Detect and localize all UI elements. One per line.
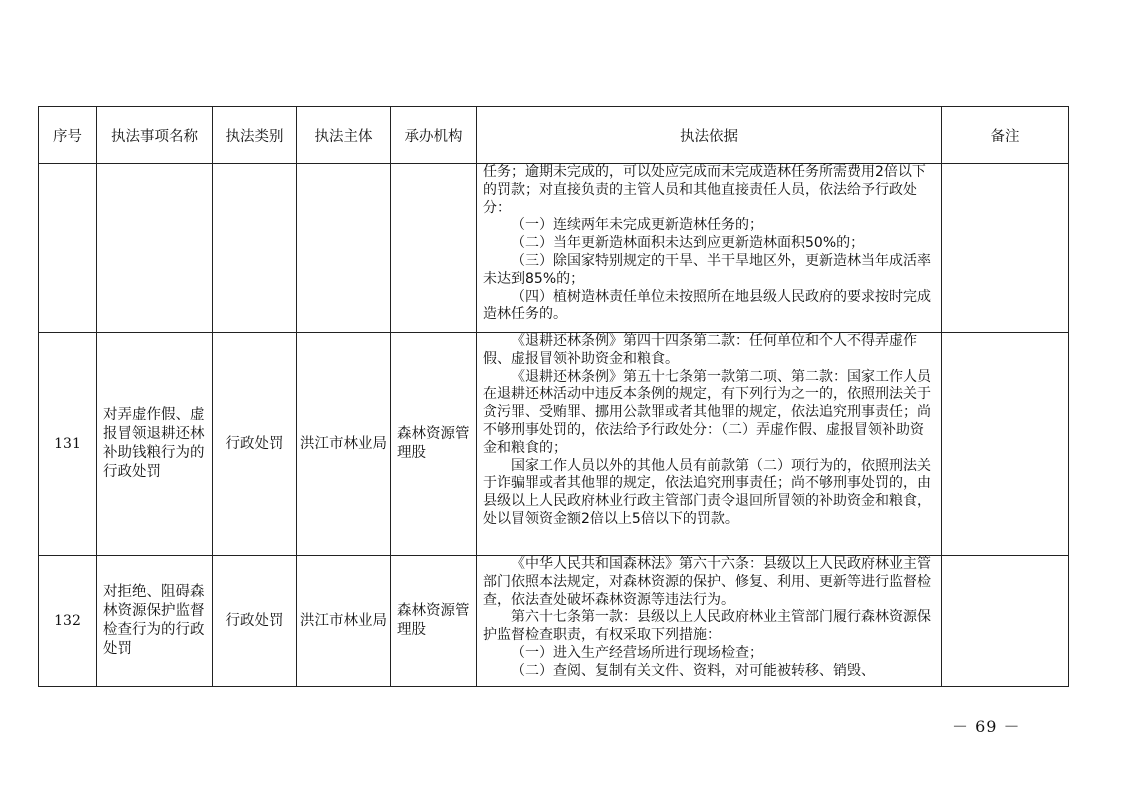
- subject-cell: 洪江市林业局: [297, 556, 391, 687]
- legal-basis-cell: [477, 556, 942, 687]
- basis-paragraph: 国家工作人员以外的其他人员有前款第（二）项行为的，依照刑法关于诈骗罪或者其他罪的规定，依法追究刑事责任；尚不够刑事处罚的，由县级以上人民政府林业行政主管部门责令退回所冒领的补助资金和粮食，处以冒领资金额2倍以上5倍以下的罚款。: [483, 457, 931, 527]
- header-agency: 承办机构: [391, 107, 477, 164]
- remark-cell: [942, 164, 1069, 333]
- remark-cell: [942, 556, 1069, 687]
- basis-paragraph: （二）查阅、复制有关文件、资料，对可能被转移、销毁、: [511, 662, 875, 679]
- subject-cell: 洪江市林业局: [297, 333, 391, 556]
- header-serial-number: 序号: [39, 107, 97, 164]
- basis-paragraph: （一）连续两年未完成更新造林任务的；: [511, 217, 763, 234]
- basis-paragraph: （二）当年更新造林面积未达到应更新造林面积50%的；: [511, 235, 865, 252]
- header-item-name: 执法事项名称: [97, 107, 213, 164]
- basis-paragraph: 第六十七条第一款：县级以上人民政府林业主管部门履行森林资源保护监督检查职责，有权采取下列措施：: [483, 609, 931, 644]
- agency-cell: 森林资源管理股: [391, 333, 477, 556]
- category-cell: 行政处罚: [213, 556, 297, 687]
- subject-cell: [297, 164, 391, 333]
- legal-basis-cell: [477, 333, 942, 556]
- header-legal-basis: 执法依据: [477, 107, 942, 164]
- header-subject: 执法主体: [297, 107, 391, 164]
- table-row: [39, 333, 1069, 556]
- basis-paragraph: 《退耕还林条例》第四十四条第二款：任何单位和个人不得弄虚作假、虚报冒领补助资金和粮食。: [483, 333, 917, 367]
- serial-number-cell: [39, 164, 97, 333]
- basis-paragraph: （一）进入生产经营场所进行现场检查；: [511, 644, 763, 661]
- category-cell: [213, 164, 297, 333]
- table-row: [39, 556, 1069, 687]
- basis-paragraph: （四）植树造林责任单位未按照所在地县级人民政府的要求按时完成造林任务的。: [483, 288, 931, 323]
- agency-cell: 森林资源管理股: [391, 556, 477, 687]
- category-cell: 行政处罚: [213, 333, 297, 556]
- basis-paragraph: （三）除国家特别规定的干旱、半干旱地区外，更新造林当年成活率未达到85%的；: [483, 252, 931, 287]
- agency-cell: [391, 164, 477, 333]
- item-name-cell: 对弄虚作假、虚报冒领退耕还林补助钱粮行为的行政处罚: [97, 333, 213, 556]
- law-enforcement-table-container: [38, 106, 1068, 687]
- law-enforcement-table: [38, 106, 1069, 687]
- table-header-row: [39, 107, 1069, 164]
- serial-number-cell: 132: [39, 556, 97, 687]
- item-name-cell: [97, 164, 213, 333]
- legal-basis-cell: [477, 164, 942, 333]
- header-category: 执法类别: [213, 107, 297, 164]
- item-name-cell: 对拒绝、阻碍森林资源保护监督检查行为的行政处罚: [97, 556, 213, 687]
- basis-paragraph: 《中华人民共和国森林法》第六十六条：县级以上人民政府林业主管部门依照本法规定，对森林资源的保护、修复、利用、更新等进行监督检查，依法查处破坏森林资源等违法行为。: [483, 556, 931, 608]
- serial-number-cell: 131: [39, 333, 97, 556]
- remark-cell: [942, 333, 1069, 556]
- page-number: － 69 －: [952, 717, 1021, 736]
- header-remark: 备注: [942, 107, 1069, 164]
- table-row: [39, 164, 1069, 333]
- basis-paragraph: 《退耕还林条例》第五十七条第一款第二项、第二款：国家工作人员在退耕还林活动中违反本条例的规定，有下列行为之一的，依照刑法关于贪污罪、受贿罪、挪用公款罪或者其他罪的规定，依法追究刑事责任；尚不够刑事处罚的，依法给予行政处分：（二）弄虚作假、虚报冒领补助资金和粮食的；: [483, 368, 931, 456]
- basis-paragraph: 任务；逾期未完成的，可以处应完成而未完成造林任务所需费用2倍以下的罚款；对直接负责的主管人员和其他直接责任人员，依法给予行政处分：: [483, 164, 926, 216]
